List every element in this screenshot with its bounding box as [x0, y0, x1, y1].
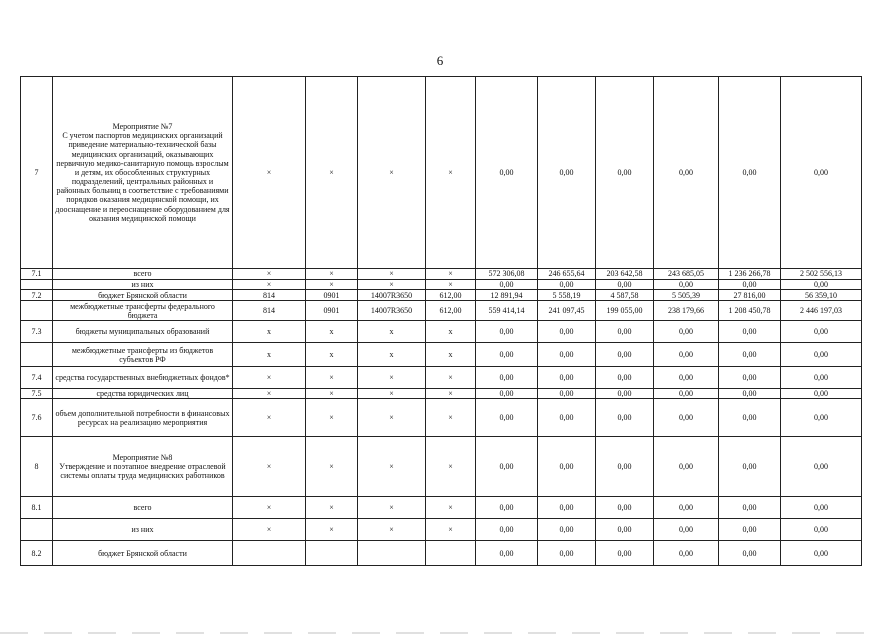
amount-cell: 0,00 — [476, 541, 538, 566]
amount-cell: 0,00 — [476, 77, 538, 269]
amount-cell: 0,00 — [781, 541, 862, 566]
description-cell — [53, 399, 233, 437]
table-row — [21, 519, 862, 541]
description-line: бюджет Брянской области — [98, 548, 187, 558]
amount-cell: 572 306,08 — [476, 269, 538, 280]
amount-cell: 0,00 — [654, 280, 719, 290]
row-number-cell: 7.6 — [21, 399, 53, 437]
description-line: всего — [133, 503, 152, 513]
amount-cell: 0,00 — [781, 367, 862, 389]
amount-cell: 0,00 — [781, 497, 862, 519]
code-cell: × — [426, 77, 476, 269]
code-cell — [233, 541, 306, 566]
code-cell: × — [233, 519, 306, 541]
amount-cell: 0,00 — [719, 280, 781, 290]
amount-cell: 0,00 — [476, 399, 538, 437]
table-row — [21, 321, 862, 343]
code-cell: × — [358, 269, 426, 280]
amount-cell: 5 558,19 — [538, 290, 596, 301]
table-row — [21, 269, 862, 280]
row-number-cell — [21, 301, 53, 321]
description-line: объем дополнительной потребности в финансовых ресурсах на реализацию мероприятия — [55, 408, 230, 427]
code-cell: × — [233, 389, 306, 399]
code-cell: × — [233, 77, 306, 269]
amount-cell: 27 816,00 — [719, 290, 781, 301]
code-cell: × — [426, 389, 476, 399]
row-number-cell — [21, 280, 53, 290]
amount-cell: 0,00 — [596, 77, 654, 269]
code-cell: × — [358, 519, 426, 541]
amount-cell: 0,00 — [596, 541, 654, 566]
table-row — [21, 343, 862, 367]
description-line: Мероприятие №7 — [112, 121, 173, 131]
amount-cell: 0,00 — [538, 541, 596, 566]
code-cell: x — [426, 321, 476, 343]
amount-cell: 0,00 — [538, 497, 596, 519]
amount-cell: 0,00 — [596, 367, 654, 389]
code-cell: 814 — [233, 290, 306, 301]
row-number-cell: 7 — [21, 77, 53, 269]
amount-cell: 12 891,94 — [476, 290, 538, 301]
amount-cell: 2 446 197,03 — [781, 301, 862, 321]
amount-cell: 0,00 — [654, 389, 719, 399]
amount-cell: 0,00 — [596, 321, 654, 343]
amount-cell: 243 685,05 — [654, 269, 719, 280]
row-number-cell: 7.3 — [21, 321, 53, 343]
code-cell: × — [233, 269, 306, 280]
amount-cell: 0,00 — [654, 541, 719, 566]
amount-cell: 0,00 — [781, 343, 862, 367]
amount-cell: 1 208 450,78 — [719, 301, 781, 321]
amount-cell: 0,00 — [476, 280, 538, 290]
amount-cell: 0,00 — [719, 389, 781, 399]
row-number-cell: 7.1 — [21, 269, 53, 280]
description-line: средства юридических лиц — [96, 389, 189, 399]
description-line: из них — [131, 525, 154, 535]
amount-cell: 0,00 — [596, 497, 654, 519]
table-row — [21, 389, 862, 399]
description-line: средства государственных внебюджетных фондов* — [55, 373, 230, 383]
table-row — [21, 280, 862, 290]
amount-cell: 0,00 — [654, 343, 719, 367]
amount-cell: 0,00 — [654, 497, 719, 519]
row-number-cell: 8 — [21, 437, 53, 497]
code-cell: 14007R3650 — [358, 290, 426, 301]
code-cell: × — [358, 389, 426, 399]
table-row — [21, 290, 862, 301]
scan-artifact-line — [0, 632, 880, 634]
amount-cell: 0,00 — [719, 399, 781, 437]
amount-cell: 0,00 — [654, 399, 719, 437]
code-cell: × — [306, 269, 358, 280]
amount-cell: 0,00 — [781, 321, 862, 343]
description-line: бюджет Брянской области — [98, 290, 187, 300]
code-cell: × — [426, 367, 476, 389]
code-cell: x — [358, 321, 426, 343]
amount-cell: 0,00 — [538, 519, 596, 541]
code-cell: × — [306, 497, 358, 519]
amount-cell: 0,00 — [596, 389, 654, 399]
amount-cell: 0,00 — [781, 519, 862, 541]
code-cell: 814 — [233, 301, 306, 321]
amount-cell: 0,00 — [654, 519, 719, 541]
amount-cell: 0,00 — [719, 77, 781, 269]
amount-cell: 0,00 — [719, 519, 781, 541]
table-row — [21, 497, 862, 519]
code-cell: 14007R3650 — [358, 301, 426, 321]
amount-cell: 0,00 — [538, 367, 596, 389]
amount-cell: 0,00 — [654, 77, 719, 269]
amount-cell: 0,00 — [476, 497, 538, 519]
row-number-cell: 7.2 — [21, 290, 53, 301]
code-cell: × — [426, 519, 476, 541]
code-cell: × — [358, 497, 426, 519]
amount-cell: 246 655,64 — [538, 269, 596, 280]
amount-cell: 0,00 — [476, 519, 538, 541]
description-cell — [53, 437, 233, 497]
amount-cell: 0,00 — [538, 389, 596, 399]
amount-cell: 0,00 — [719, 321, 781, 343]
description-line: из них — [131, 280, 154, 289]
code-cell: 612,00 — [426, 301, 476, 321]
description-line: Утверждение и поэтапное внедрение отраслевой системы оплаты труда медицинских работников — [59, 462, 226, 481]
code-cell: × — [358, 280, 426, 290]
amount-cell: 0,00 — [596, 519, 654, 541]
budget-table — [20, 76, 862, 566]
code-cell: x — [306, 343, 358, 367]
table-row — [21, 541, 862, 566]
code-cell: 0901 — [306, 301, 358, 321]
amount-cell: 0,00 — [476, 343, 538, 367]
amount-cell: 238 179,66 — [654, 301, 719, 321]
row-number-cell: 8.1 — [21, 497, 53, 519]
amount-cell: 0,00 — [538, 77, 596, 269]
code-cell: × — [426, 497, 476, 519]
amount-cell: 0,00 — [596, 343, 654, 367]
row-number-cell — [21, 519, 53, 541]
amount-cell: 0,00 — [781, 280, 862, 290]
table-row — [21, 77, 862, 269]
amount-cell: 0,00 — [596, 280, 654, 290]
amount-cell: 0,00 — [476, 437, 538, 497]
amount-cell: 0,00 — [781, 389, 862, 399]
code-cell: × — [426, 280, 476, 290]
row-number-cell: 7.5 — [21, 389, 53, 399]
code-cell: x — [306, 321, 358, 343]
amount-cell: 241 097,45 — [538, 301, 596, 321]
description-cell — [53, 301, 233, 321]
code-cell: 612,00 — [426, 290, 476, 301]
description-cell — [53, 343, 233, 367]
description-cell — [53, 389, 233, 399]
amount-cell: 0,00 — [719, 367, 781, 389]
amount-cell: 199 055,00 — [596, 301, 654, 321]
description-cell — [53, 497, 233, 519]
description-line: межбюджетные трансферты из бюджетов субъектов РФ — [71, 345, 214, 364]
amount-cell: 0,00 — [596, 437, 654, 497]
code-cell: × — [306, 367, 358, 389]
amount-cell: 0,00 — [781, 437, 862, 497]
code-cell: × — [233, 280, 306, 290]
description-line: бюджеты муниципальных образований — [75, 327, 210, 337]
code-cell: × — [306, 399, 358, 437]
code-cell: × — [426, 269, 476, 280]
amount-cell: 0,00 — [476, 367, 538, 389]
code-cell: × — [306, 280, 358, 290]
amount-cell: 0,00 — [596, 399, 654, 437]
code-cell: × — [306, 389, 358, 399]
amount-cell: 0,00 — [476, 321, 538, 343]
amount-cell: 4 587,58 — [596, 290, 654, 301]
table-row — [21, 301, 862, 321]
amount-cell: 0,00 — [719, 541, 781, 566]
description-line: межбюджетные трансферты федерального бюджета — [70, 301, 215, 320]
amount-cell: 0,00 — [538, 321, 596, 343]
amount-cell: 56 359,10 — [781, 290, 862, 301]
table-row — [21, 437, 862, 497]
amount-cell: 0,00 — [538, 343, 596, 367]
amount-cell: 0,00 — [719, 437, 781, 497]
amount-cell: 0,00 — [654, 437, 719, 497]
description-line: всего — [133, 269, 152, 279]
code-cell — [306, 541, 358, 566]
code-cell: × — [426, 399, 476, 437]
amount-cell: 0,00 — [719, 343, 781, 367]
code-cell: 0901 — [306, 290, 358, 301]
code-cell: × — [306, 77, 358, 269]
code-cell: × — [426, 437, 476, 497]
amount-cell: 559 414,14 — [476, 301, 538, 321]
code-cell: × — [358, 399, 426, 437]
amount-cell: 0,00 — [538, 437, 596, 497]
row-number-cell: 7.4 — [21, 367, 53, 389]
amount-cell: 0,00 — [654, 367, 719, 389]
table-row — [21, 367, 862, 389]
amount-cell: 0,00 — [781, 399, 862, 437]
amount-cell: 0,00 — [538, 280, 596, 290]
code-cell: × — [358, 77, 426, 269]
description-cell — [53, 321, 233, 343]
code-cell: x — [426, 343, 476, 367]
code-cell: × — [233, 497, 306, 519]
code-cell: × — [358, 437, 426, 497]
description-cell — [53, 280, 233, 290]
amount-cell: 1 236 266,78 — [719, 269, 781, 280]
amount-cell: 0,00 — [654, 321, 719, 343]
amount-cell: 0,00 — [538, 399, 596, 437]
amount-cell: 0,00 — [781, 77, 862, 269]
row-number-cell — [21, 343, 53, 367]
row-number-cell: 8.2 — [21, 541, 53, 566]
description-line: С учетом паспортов медицинских организаций приведение материально-технической базы медицинских организаций, оказывающих первичную медико-санитарную помощь взрослым и детям, их обособленных структурных подразделений, центральных районных и районных больниц в соответствие с требованиями порядков оказания медицинской помощи, их дооснащение и переоснащение оборудованием для оказания медицинской помощи — [55, 131, 230, 223]
description-cell — [53, 367, 233, 389]
code-cell — [426, 541, 476, 566]
description-cell — [53, 290, 233, 301]
amount-cell: 2 502 556,13 — [781, 269, 862, 280]
code-cell: x — [233, 321, 306, 343]
amount-cell: 203 642,58 — [596, 269, 654, 280]
description-cell — [53, 77, 233, 269]
code-cell: x — [233, 343, 306, 367]
amount-cell: 0,00 — [719, 497, 781, 519]
description-cell — [53, 269, 233, 280]
amount-cell: 0,00 — [476, 389, 538, 399]
table-row — [21, 399, 862, 437]
code-cell: × — [358, 367, 426, 389]
code-cell: x — [358, 343, 426, 367]
code-cell: × — [306, 437, 358, 497]
amount-cell: 5 505,39 — [654, 290, 719, 301]
page-number: 6 — [436, 53, 444, 68]
code-cell: × — [233, 367, 306, 389]
code-cell — [358, 541, 426, 566]
description-cell — [53, 541, 233, 566]
description-cell — [53, 519, 233, 541]
code-cell: × — [306, 519, 358, 541]
code-cell: × — [233, 399, 306, 437]
description-line: Мероприятие №8 — [112, 453, 173, 463]
code-cell: × — [233, 437, 306, 497]
